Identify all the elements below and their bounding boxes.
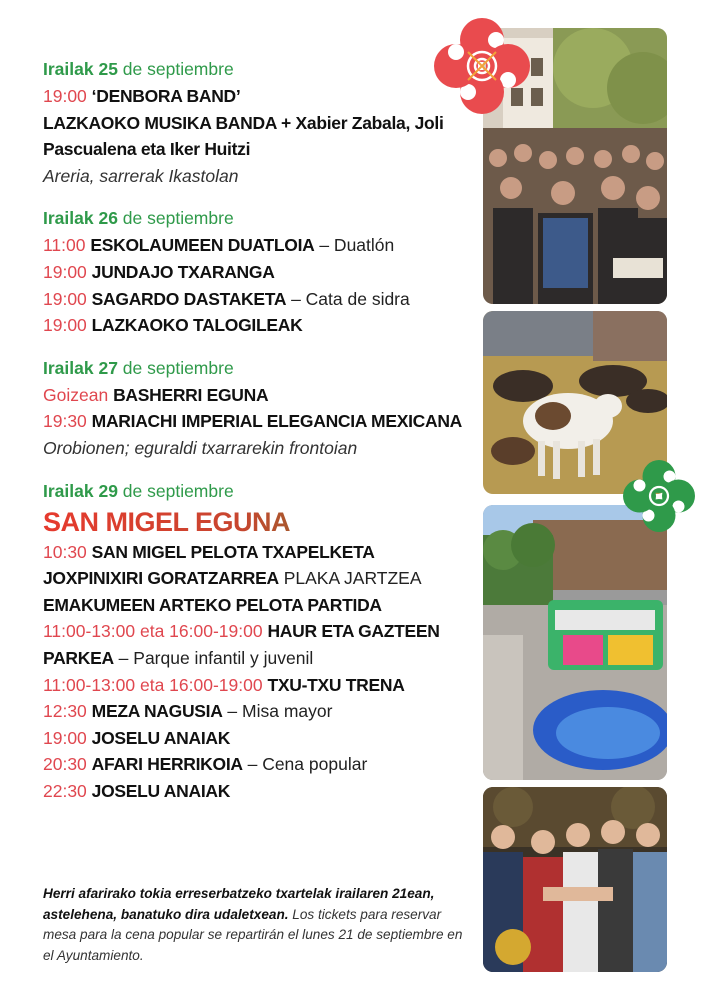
event-desc: – Cata de sidra [286,288,410,309]
event-time: 22:30 [43,780,87,801]
event-title: ‘DENBORA BAND’ [91,86,241,106]
event-line [43,618,483,671]
day-header [43,355,483,382]
day-suffix: de septiembre [117,208,234,229]
lauburu-green-icon [620,457,698,535]
event-place: Orobionen; eguraldi txarrarekin frontoian [43,437,358,458]
event-time: 19:00 [43,288,87,309]
event-time: Goizean [43,384,109,405]
event-time: 11:00-13:00 eta 16:00-19:00 [43,674,263,695]
lauburu-red-icon [430,14,534,118]
event-title: SAGARDO DASTAKETA [91,288,287,309]
event-title: TXU-TXU TRENA [267,674,405,695]
event-time: 19:00 [43,315,87,336]
event-desc: PLAKA JARTZEA [278,568,422,589]
event-time: 11:00 [43,235,86,256]
day-header [43,56,483,83]
event-line [43,539,483,566]
event-desc: – Parque infantil y juvenil [113,647,314,668]
musicians-photo [483,787,667,972]
event-title: SAN MIGEL PELOTA TXAPELKETA [91,541,375,562]
day-suffix: de septiembre [117,480,234,501]
event-place: Areria, sarrerak Ikastolan [43,165,239,186]
event-title: MEZA NAGUSIA [91,701,223,722]
event-time: 19:00 [43,86,87,106]
event-time: 20:30 [43,754,87,775]
day-label: Irailak 29 [43,480,118,501]
event-line [43,725,483,752]
event-title: ESKOLAUMEEN DUATLOIA [90,235,315,256]
footnote [43,884,463,966]
event-line [43,382,483,409]
event-line [43,163,483,190]
event-time: 19:00 [43,261,87,282]
day-header [43,205,483,232]
event-title: JOSELU ANAIAK [91,727,231,748]
event-line [43,592,483,619]
day-label: Irailak 27 [43,357,118,378]
event-title: LAZKAOKO MUSIKA BANDA + Xabier Zabala, Joli Pascualena eta Iker Huitzi [43,112,444,160]
event-line [43,698,483,725]
event-line [43,672,483,699]
event-line [43,286,483,313]
event-time: 12:30 [43,701,87,722]
event-time: 11:00-13:00 eta 16:00-19:00 [43,621,263,642]
event-title: BASHERRI EGUNA [113,384,269,405]
playground-photo [483,505,667,780]
event-title: AFARI HERRIKOIA [91,754,243,775]
day-title: SAN MIGEL EGUNA [43,505,483,539]
event-time: 10:30 [43,541,87,562]
footnote-bold: Herri afarirako tokia erreserbatzeko txartelak irailaren 21ean, astelehena, banatuko dira udaletxean. [43,886,435,922]
event-desc: – Duatlón [314,235,395,256]
day-suffix: de septiembre [117,59,234,79]
event-title: JOSELU ANAIAK [91,780,231,801]
event-line [43,110,483,163]
event-line [43,778,483,805]
footnote-normal: Los tickets para reservar mesa para la cena popular se repartirán el lunes 21 de septiembre en el Ayuntamiento. [43,906,463,963]
day-header [43,478,483,505]
program-list [43,56,483,804]
event-title: HAUR ETA GAZTEEN PARKEA [43,621,440,668]
event-title: LAZKAOKO TALOGILEAK [91,315,303,336]
event-title: JUNDAJO TXARANGA [91,261,275,282]
event-line [43,312,483,339]
day-suffix: de septiembre [117,357,234,378]
event-title: JOXPINIXIRI GORATZARREA [43,568,279,589]
day-label: Irailak 25 [43,59,118,79]
event-time: 19:00 [43,727,87,748]
event-line [43,565,483,592]
event-time: 19:30 [43,411,87,432]
event-title: MARIACHI IMPERIAL ELEGANCIA MEXICANA [91,411,462,432]
event-line [43,751,483,778]
event-title: EMAKUMEEN ARTEKO PELOTA PARTIDA [43,594,382,615]
event-line [43,83,483,110]
event-line [43,232,483,259]
event-line [43,408,483,461]
event-line [43,259,483,286]
event-desc: – Cena popular [242,754,368,775]
event-desc: – Misa mayor [222,701,333,722]
day-label: Irailak 26 [43,208,118,229]
